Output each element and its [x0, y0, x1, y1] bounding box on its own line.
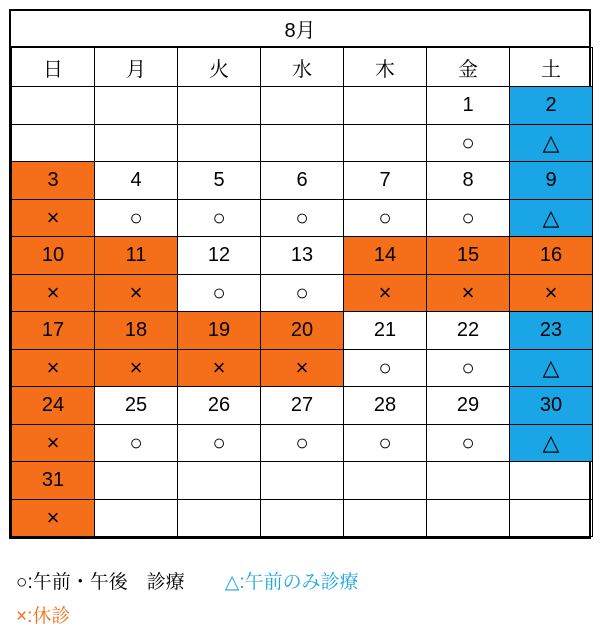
- weekday-header: 日: [12, 48, 95, 87]
- week-day-number-row: [12, 87, 593, 125]
- legend-morning-only: △:午前のみ診療: [224, 571, 359, 593]
- day-number-cell: 24: [12, 387, 95, 425]
- day-status-mark-cell: ×: [427, 275, 510, 312]
- day-status-mark-cell: ×: [12, 425, 95, 462]
- day-number-cell: 5: [178, 162, 261, 200]
- day-status-mark-cell: ○: [427, 125, 510, 162]
- day-number-cell: 2: [510, 87, 593, 125]
- day-status-mark-cell: ○: [261, 425, 344, 462]
- day-number-cell: [95, 462, 178, 500]
- day-status-mark-cell: ○: [427, 425, 510, 462]
- day-number-cell: 4: [95, 162, 178, 200]
- day-status-mark-cell: [178, 125, 261, 162]
- week-status-mark-row: [12, 350, 593, 387]
- day-number-cell: 21: [344, 312, 427, 350]
- day-number-cell: 12: [178, 237, 261, 275]
- day-number-cell: 31: [12, 462, 95, 500]
- day-number-cell: 25: [95, 387, 178, 425]
- week-status-mark-row: [12, 200, 593, 237]
- weekday-header: 火: [178, 48, 261, 87]
- day-number-cell: 15: [427, 237, 510, 275]
- week-day-number-row: [12, 237, 593, 275]
- day-number-cell: 9: [510, 162, 593, 200]
- day-number-cell: 23: [510, 312, 593, 350]
- day-status-mark-cell: △: [510, 125, 593, 162]
- day-status-mark-cell: ×: [261, 350, 344, 387]
- weekday-header: 水: [261, 48, 344, 87]
- day-number-cell: 8: [427, 162, 510, 200]
- day-status-mark-cell: [344, 500, 427, 537]
- day-number-cell: 29: [427, 387, 510, 425]
- day-status-mark-cell: ○: [427, 350, 510, 387]
- day-number-cell: [510, 462, 593, 500]
- day-number-cell: 28: [344, 387, 427, 425]
- day-status-mark-cell: [344, 125, 427, 162]
- legend: [16, 563, 586, 631]
- weekday-header-row: [12, 48, 593, 87]
- day-number-cell: 19: [178, 312, 261, 350]
- day-number-cell: 3: [12, 162, 95, 200]
- day-status-mark-cell: ○: [95, 425, 178, 462]
- day-number-cell: 16: [510, 237, 593, 275]
- day-number-cell: 14: [344, 237, 427, 275]
- day-status-mark-cell: ○: [261, 200, 344, 237]
- day-status-mark-cell: ○: [344, 200, 427, 237]
- legend-line-2: [16, 597, 586, 631]
- week-day-number-row: [12, 387, 593, 425]
- day-number-cell: 7: [344, 162, 427, 200]
- day-status-mark-cell: [510, 500, 593, 537]
- day-status-mark-cell: ×: [178, 350, 261, 387]
- weekday-header: 金: [427, 48, 510, 87]
- day-status-mark-cell: ○: [178, 275, 261, 312]
- day-number-cell: 26: [178, 387, 261, 425]
- day-number-cell: [427, 462, 510, 500]
- day-status-mark-cell: [95, 125, 178, 162]
- calendar-grid-frame: [9, 47, 591, 539]
- week-day-number-row: [12, 162, 593, 200]
- day-number-cell: 1: [427, 87, 510, 125]
- day-status-mark-cell: [178, 500, 261, 537]
- day-number-cell: [344, 87, 427, 125]
- day-status-mark-cell: ×: [95, 275, 178, 312]
- day-number-cell: [178, 87, 261, 125]
- legend-line-1: [16, 563, 586, 597]
- day-status-mark-cell: ×: [12, 200, 95, 237]
- day-status-mark-cell: ×: [510, 275, 593, 312]
- day-status-mark-cell: ○: [178, 425, 261, 462]
- day-status-mark-cell: ○: [344, 350, 427, 387]
- day-status-mark-cell: △: [510, 200, 593, 237]
- day-number-cell: 18: [95, 312, 178, 350]
- day-status-mark-cell: ×: [12, 350, 95, 387]
- day-number-cell: [261, 87, 344, 125]
- day-number-cell: [178, 462, 261, 500]
- week-day-number-row: [12, 312, 593, 350]
- day-status-mark-cell: △: [510, 425, 593, 462]
- day-number-cell: 13: [261, 237, 344, 275]
- day-status-mark-cell: [261, 125, 344, 162]
- day-status-mark-cell: ○: [95, 200, 178, 237]
- day-number-cell: [261, 462, 344, 500]
- weekday-header: 月: [95, 48, 178, 87]
- week-status-mark-row: [12, 125, 593, 162]
- week-status-mark-row: [12, 275, 593, 312]
- day-status-mark-cell: ○: [427, 200, 510, 237]
- day-status-mark-cell: [12, 125, 95, 162]
- week-status-mark-row: [12, 425, 593, 462]
- legend-open: ○:午前・午後 診療: [16, 571, 185, 593]
- legend-closed: ×:休診: [16, 605, 71, 627]
- calendar: [9, 9, 591, 539]
- day-status-mark-cell: ○: [178, 200, 261, 237]
- calendar-grid: [11, 47, 593, 537]
- day-number-cell: [95, 87, 178, 125]
- day-status-mark-cell: ○: [261, 275, 344, 312]
- week-day-number-row: [12, 462, 593, 500]
- weekday-header: 木: [344, 48, 427, 87]
- day-number-cell: 22: [427, 312, 510, 350]
- week-status-mark-row: [12, 500, 593, 537]
- day-status-mark-cell: ○: [344, 425, 427, 462]
- day-number-cell: 10: [12, 237, 95, 275]
- day-status-mark-cell: ×: [95, 350, 178, 387]
- day-number-cell: 27: [261, 387, 344, 425]
- day-number-cell: [12, 87, 95, 125]
- day-number-cell: 17: [12, 312, 95, 350]
- day-status-mark-cell: ×: [12, 275, 95, 312]
- weekday-header: 土: [510, 48, 593, 87]
- day-number-cell: 30: [510, 387, 593, 425]
- day-status-mark-cell: [95, 500, 178, 537]
- day-number-cell: [344, 462, 427, 500]
- day-number-cell: 6: [261, 162, 344, 200]
- day-status-mark-cell: ×: [344, 275, 427, 312]
- day-status-mark-cell: [427, 500, 510, 537]
- day-number-cell: 20: [261, 312, 344, 350]
- day-status-mark-cell: ×: [12, 500, 95, 537]
- day-status-mark-cell: △: [510, 350, 593, 387]
- day-number-cell: 11: [95, 237, 178, 275]
- day-status-mark-cell: [261, 500, 344, 537]
- month-title: 8月: [9, 9, 591, 47]
